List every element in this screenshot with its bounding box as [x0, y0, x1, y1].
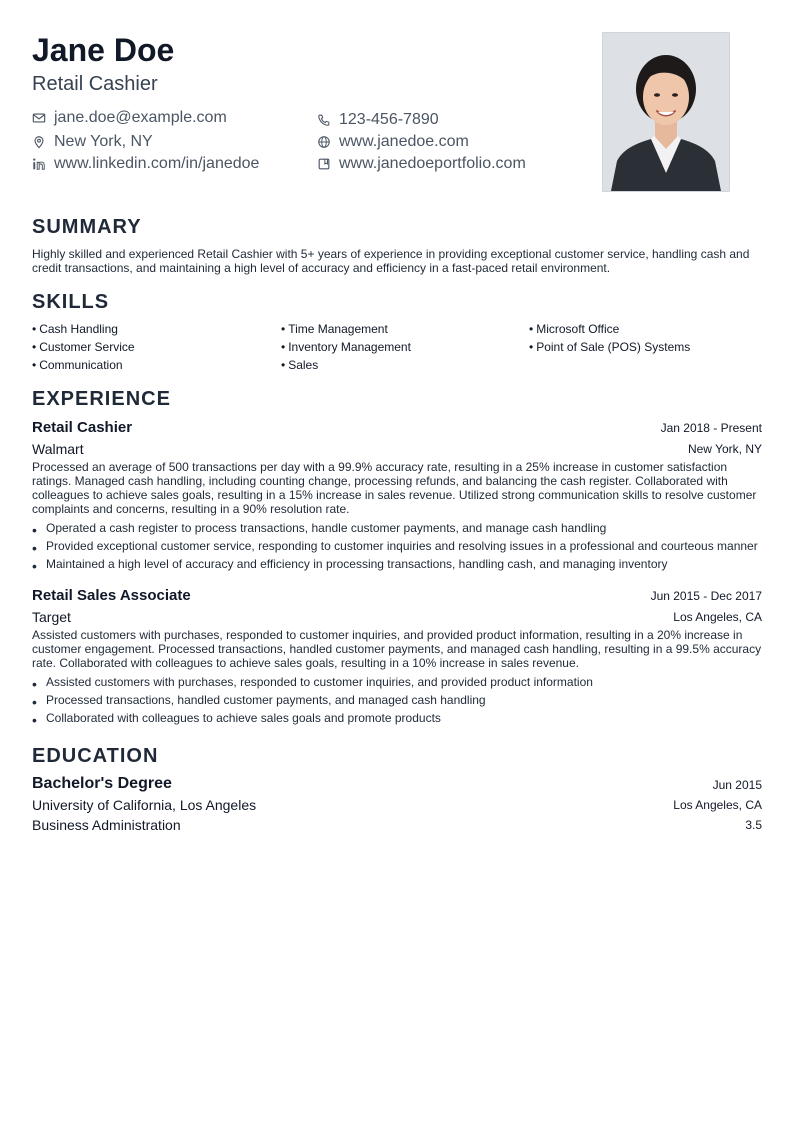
phone-text: 123-456-7890 [339, 111, 439, 128]
location-pin-icon [32, 135, 46, 149]
location-text: New York, NY [54, 133, 153, 150]
bullet-text: Maintained a high level of accuracy and efficiency in processing transactions, handling cash, and managing inventory [46, 557, 668, 571]
contact-linkedin[interactable] [32, 154, 259, 174]
contact-location [32, 132, 153, 152]
list-item: • Maintained a high level of accuracy and efficiency in processing transactions, handling cash, and managing inventory [32, 557, 668, 574]
experience-entry [32, 587, 762, 727]
globe-icon [317, 135, 331, 149]
list-item: • Assisted customers with purchases, responded to customer inquiries, and provided product information [32, 675, 593, 692]
list-item: • Provided exceptional customer service, responding to customer inquiries and resolving issues in a professional and courteous manner [32, 539, 758, 556]
bookmark-icon [317, 157, 331, 171]
contact-website[interactable] [317, 132, 469, 152]
profile-photo [602, 32, 730, 192]
skill-item: • Sales [281, 358, 318, 372]
education-heading: EDUCATION [32, 745, 159, 767]
summary-text: Highly skilled and experienced Retail Cashier with 5+ years of experience in providing exceptional customer service, handling cash and credit transactions, and maintaining a high level of accuracy and efficiency in a fast-paced retail environment. [32, 247, 750, 275]
job-company: Target [32, 609, 71, 625]
job-location: Los Angeles, CA [673, 610, 762, 624]
skill-item: • Time Management [281, 322, 388, 336]
bullet-text: Processed transactions, handled customer payments, and managed cash handling [46, 693, 486, 707]
website-text: www.janedoe.com [339, 133, 469, 150]
profile-photo-illustration [603, 33, 729, 191]
resume-header [32, 30, 762, 202]
candidate-name: Jane Doe [32, 32, 175, 68]
job-description: Processed an average of 500 transactions per day with a 99.9% accuracy rate, resulting in a 25% increase in customer satisfaction ratings. Managed cash handling, including counting change, processing refunds, and balancing the cash register. Collaborated with colleagues to achieve sales goals, resulting in a 15% increase in sales revenue. Utilized strong communication skills to resolve customer complaints and concerns, resulting in a 90% resolution rate. [32, 460, 757, 516]
portfolio-text: www.janedoeportfolio.com [339, 155, 526, 172]
job-bullet-list [32, 519, 762, 573]
job-company: Walmart [32, 441, 84, 457]
job-bullet-list [32, 673, 762, 727]
bullet-text: Operated a cash register to process transactions, handle customer payments, and manage cash handling [46, 521, 607, 535]
list-item: • Processed transactions, handled customer payments, and managed cash handling [32, 693, 486, 710]
skill-item: • Point of Sale (POS) Systems [529, 340, 690, 354]
job-dates: Jun 2015 - Dec 2017 [650, 589, 762, 603]
summary-heading: SUMMARY [32, 216, 142, 238]
school-location: Los Angeles, CA [673, 798, 762, 812]
list-item: • Operated a cash register to process transactions, handle customer payments, and manage cash handling [32, 521, 607, 538]
experience-heading: EXPERIENCE [32, 388, 171, 410]
skill-item: • Communication [32, 358, 123, 372]
field-of-study: Business Administration [32, 817, 181, 833]
gpa: 3.5 [745, 818, 762, 832]
job-dates: Jan 2018 - Present [660, 421, 762, 435]
linkedin-icon [32, 157, 46, 171]
job-location: New York, NY [687, 442, 762, 456]
education-entry [32, 775, 762, 837]
job-role: Retail Cashier [32, 419, 133, 436]
degree: Bachelor's Degree [32, 775, 172, 792]
phone-icon [317, 113, 331, 127]
bullet-text: Assisted customers with purchases, responded to customer inquiries, and provided product information [46, 675, 593, 689]
linkedin-text: www.linkedin.com/in/janedoe [54, 155, 260, 172]
skill-item: • Customer Service [32, 340, 135, 354]
candidate-title: Retail Cashier [32, 73, 158, 95]
resume-page [32, 30, 762, 833]
school-name: University of California, Los Angeles [32, 797, 257, 813]
bullet-text: Collaborated with colleagues to achieve sales goals and promote products [46, 711, 441, 725]
contact-email[interactable] [32, 108, 227, 128]
skills-heading: SKILLS [32, 291, 110, 313]
job-description: Assisted customers with purchases, responded to customer inquiries, and provided product information, resulting in a 20% increase in customer engagement. Processed transactions, handled customer payments, and managed cash handling, resulting in a 99.5% accuracy rate. Collaborated with colleagues to achieve sales goals, resulting in a 10% increase in sales revenue. [32, 628, 762, 670]
contact-phone[interactable] [317, 110, 439, 130]
skill-item: • Microsoft Office [529, 322, 619, 336]
skill-item: • Cash Handling [32, 322, 118, 336]
skill-item: • Inventory Management [281, 340, 411, 354]
list-item: • Collaborated with colleagues to achieve sales goals and promote products [32, 711, 441, 728]
bullet-text: Provided exceptional customer service, responding to customer inquiries and resolving issues in a professional and courteous manner [46, 539, 758, 553]
job-role: Retail Sales Associate [32, 587, 191, 604]
email-text: jane.doe@example.com [54, 109, 227, 126]
contact-portfolio[interactable] [317, 154, 526, 174]
experience-entry [32, 419, 762, 573]
mail-icon [32, 111, 46, 125]
graduation-date: Jun 2015 [712, 778, 762, 792]
